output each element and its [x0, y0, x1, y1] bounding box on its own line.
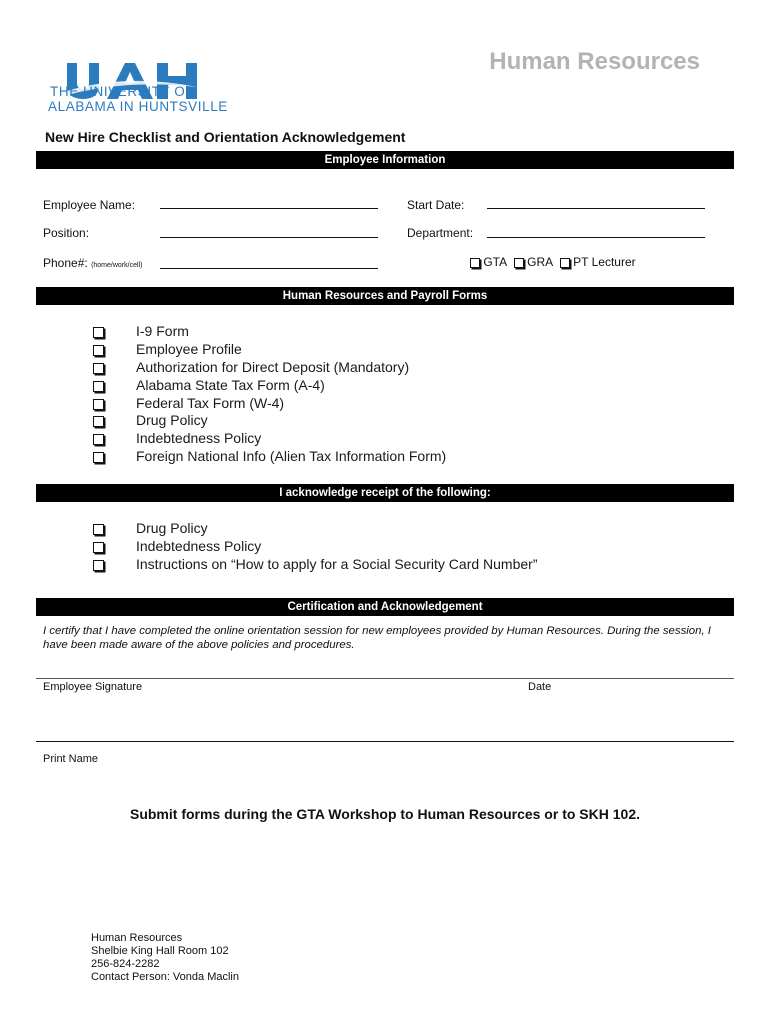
checkbox-i9[interactable] — [93, 327, 104, 338]
checkbox-ack-indebtedness[interactable] — [93, 542, 104, 553]
footer-phone: 256-824-2282 — [91, 958, 160, 970]
department-title: Human Resources — [489, 48, 700, 75]
item-i9: I-9 Form — [136, 323, 189, 339]
section-acknowledge: I acknowledge receipt of the following: — [36, 484, 734, 502]
ack-indebtedness: Indebtedness Policy — [136, 538, 262, 554]
phone-label: Phone#: — [43, 256, 88, 270]
footer-room: Shelbie King Hall Room 102 — [91, 945, 229, 957]
footer-contact: Contact Person: Vonda Maclin — [91, 971, 239, 983]
submit-instructions: Submit forms during the GTA Workshop to Human Resources or to SKH 102. — [129, 806, 640, 822]
section-hr-payroll-forms: Human Resources and Payroll Forms — [36, 287, 734, 305]
department-label: Department: — [407, 226, 474, 240]
start-date-field[interactable] — [487, 208, 705, 209]
department-field[interactable] — [487, 237, 705, 238]
logo-line-2: ALABAMA IN HUNTSVILLE — [48, 99, 228, 114]
position-label: Position: — [43, 226, 90, 240]
checkbox-drug-policy[interactable] — [93, 416, 104, 427]
checkbox-ack-ssn[interactable] — [93, 560, 104, 571]
phone-field[interactable] — [160, 268, 378, 269]
start-date-label: Start Date: — [407, 198, 465, 212]
ack-ssn-instructions: Instructions on “How to apply for a Social Security Card Number” — [136, 556, 538, 572]
gra-checkbox[interactable] — [514, 258, 524, 268]
employee-name-label: Employee Name: — [43, 198, 136, 212]
checkbox-ack-drug-policy[interactable] — [93, 524, 104, 535]
checkbox-w4[interactable] — [93, 399, 104, 410]
item-direct-deposit: Authorization for Direct Deposit (Mandatory) — [136, 359, 410, 375]
role-options — [470, 255, 636, 269]
ack-drug-policy: Drug Policy — [136, 520, 208, 536]
phone-hint: (home/work/cell) — [91, 262, 143, 269]
checkbox-a4[interactable] — [93, 381, 104, 392]
checkbox-indebtedness[interactable] — [93, 434, 104, 445]
section-employee-information: Employee Information — [36, 151, 734, 169]
logo-line-1: THE UNIVERSITY OF — [50, 84, 195, 99]
checkbox-direct-deposit[interactable] — [93, 363, 104, 374]
signature-label: Employee Signature — [43, 681, 143, 693]
gta-checkbox[interactable] — [470, 258, 480, 268]
signature-line[interactable] — [36, 678, 734, 679]
item-a4: Alabama State Tax Form (A-4) — [136, 377, 325, 393]
item-w4: Federal Tax Form (W-4) — [136, 395, 285, 411]
position-field[interactable] — [160, 237, 378, 238]
item-indebtedness: Indebtedness Policy — [136, 430, 262, 446]
item-foreign-national: Foreign National Info (Alien Tax Information Form) — [136, 448, 447, 464]
employee-name-field[interactable] — [160, 208, 378, 209]
footer-office: Human Resources — [91, 932, 183, 944]
section-certification: Certification and Acknowledgement — [36, 598, 734, 616]
document-title: New Hire Checklist and Orientation Acknowledgement — [45, 129, 406, 145]
gta-label: GTA — [483, 255, 508, 269]
checkbox-employee-profile[interactable] — [93, 345, 104, 356]
checkbox-foreign-national[interactable] — [93, 452, 104, 463]
phone-label-group — [43, 256, 142, 270]
certification-text: I certify that I have completed the online orientation session for new employees provided by Human Resources. During the session, I have been made aware of the above policies and procedures. — [43, 625, 711, 651]
gra-label: GRA — [527, 255, 554, 269]
print-name-label: Print Name — [43, 753, 99, 765]
pt-lecturer-checkbox[interactable] — [560, 258, 570, 268]
pt-lecturer-label: PT Lecturer — [573, 255, 636, 269]
print-name-line[interactable] — [36, 741, 734, 742]
date-label: Date — [528, 681, 552, 693]
item-drug-policy: Drug Policy — [136, 412, 208, 428]
item-employee-profile: Employee Profile — [136, 341, 242, 357]
